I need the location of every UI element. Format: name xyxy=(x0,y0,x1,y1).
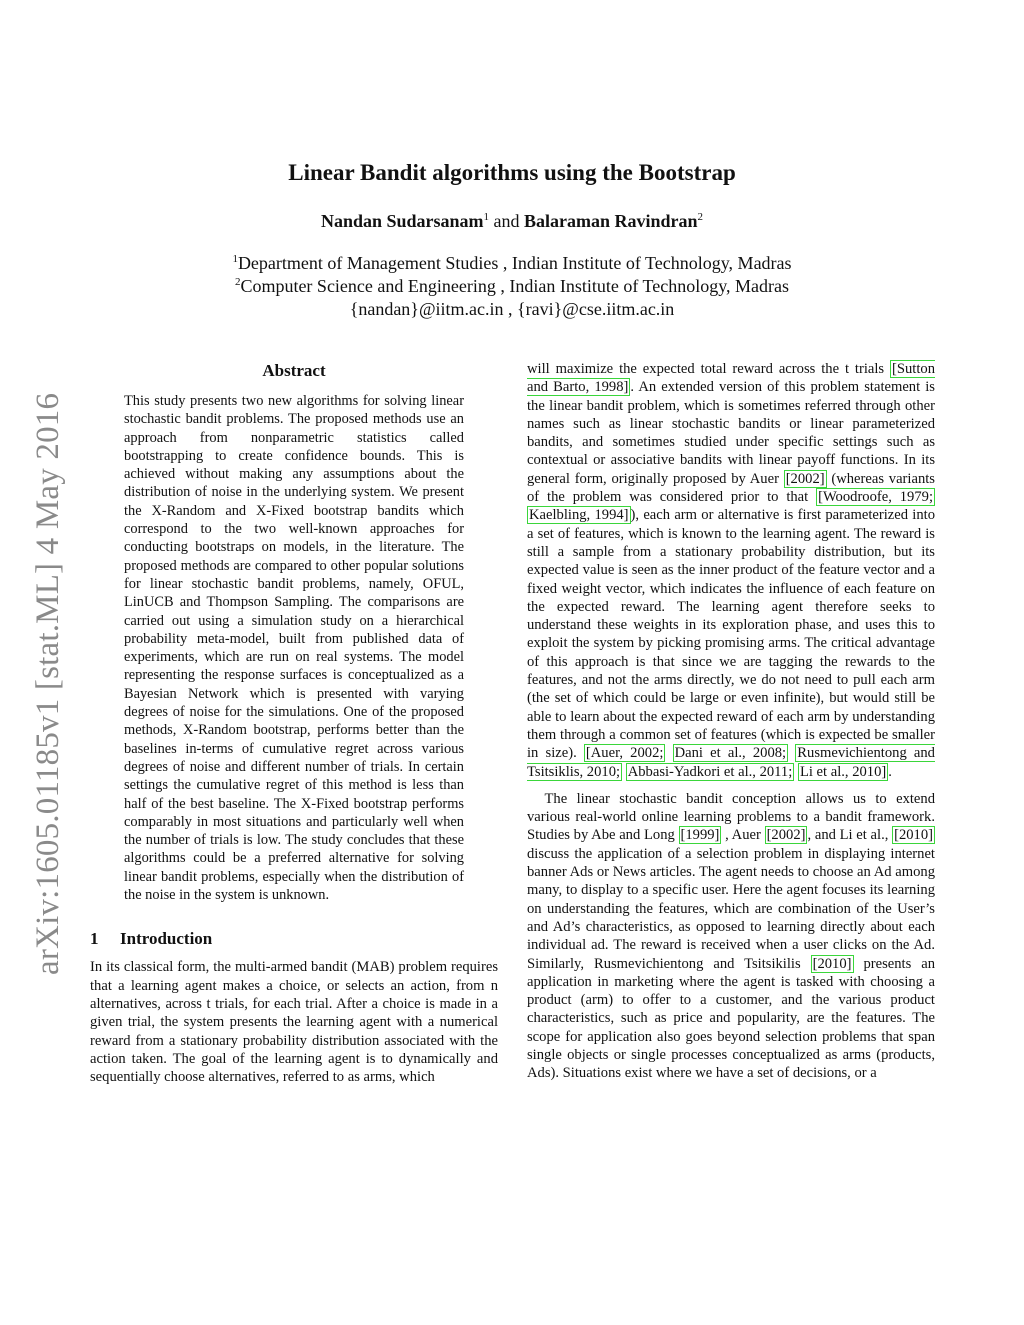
text-run: ), each arm or alternative is first parameterized into a set of features, which is known to the learning agent. The reward is still a sample from a stationary probability distribution, but its expected value is seen as the inner product of the feature vector and a fixed weight vector, which indicates the influence of each feature on the expected reward. The learning agent therefore seeks to understand these weights in its exploration phase, and uses this to exploit the system by picking promising arms. The critical advantage of this approach is that since we are tagging the rewards to the features, and not the arms directly, we do not need to pull each arm (the set of which could be large or even infinite), but would still be able to learn about the expected reward of each arm by understanding them through a common set of features (which is expected be smaller in size). xyxy=(527,507,935,762)
citation-link[interactable]: [2010] xyxy=(812,955,852,972)
intro-paragraph-3 xyxy=(527,790,935,1083)
citation-link[interactable]: [2002] xyxy=(785,470,825,487)
left-column xyxy=(90,360,498,1086)
affiliation-1 xyxy=(0,253,1024,274)
text-run: The linear stochastic bandit conception allows us to extend various real-world online learning problems to a bandit framework. Studies by Abe and Long xyxy=(527,790,935,844)
citation-link[interactable]: Li et al., 2010] xyxy=(799,763,887,780)
intro-paragraph-1: In its classical form, the multi-armed bandit (MAB) problem requires that a learning agent makes a choice, or selects an action, from n alternatives, across t trials, for each trial. After a choice is made in a given trial, the system presents the learning agent with a numerical reward from a stationary probability distribution associated with the action taken. The goal of the learning agent is to dynamically and sequentially choose alternatives, referred to as arms, which xyxy=(90,959,498,1086)
section-number: 1 xyxy=(90,929,99,949)
affiliation-2-text: Computer Science and Engineering , Indian Institute of Technology, Madras xyxy=(240,276,790,296)
text-run: . xyxy=(888,763,892,780)
citation-link[interactable]: Kaelbling, 1994] xyxy=(529,507,629,524)
citation-link[interactable]: Abbasi-Yadkori et al., 2011; xyxy=(627,763,793,780)
citation-link[interactable]: [2010] xyxy=(894,827,933,844)
text-run: . An extended version of this problem statement is the linear bandit problem, which is sometimes referred through other names such as linear stochastic bandits or linear parameterized bandits, and sometimes studied under specific settings such as contextual or associative bandits with linear payoff functions. In its general form, originally proposed by Auer xyxy=(527,379,935,487)
affiliation-1-mark: 1 xyxy=(232,253,238,265)
author-1-affil-mark: 1 xyxy=(483,211,490,223)
citation-link[interactable]: [Auer, 2002; xyxy=(585,745,664,762)
author-line xyxy=(0,211,1024,232)
affiliation-1-text: Department of Management Studies , Indian Institute of Technology, Madras xyxy=(237,253,792,273)
section-heading-introduction xyxy=(90,928,498,950)
abstract-heading: Abstract xyxy=(262,361,326,380)
text-run: (whereas variants of the problem was considered prior to that xyxy=(527,470,935,506)
citation-link[interactable]: Dani et al., 2008; xyxy=(674,745,787,762)
abstract-text: This study presents two new algorithms for solving linear stochastic bandit problems. The proposed methods use an approach from nonparametric statistics called bootstrapping to create confidence bounds. This is achieved without making any assumptions about the distribution of noise in the underlying system. We present the X-Random and X-Fixed bootstrap bandits which correspond to the two well-known approaches for conducting bootstraps on models, in the literature. The proposed methods are compared to other popular solutions for linear stochastic bandit problems, namely, OFUL, LinUCB and Thompson Sampling. The comparisons are carried out using a simulation study on a hierarchical probability meta-model, built from published data of experiments, which are run on real systems. The model representing the response surfaces is conceptualized as a Bayesian Network which is presented with varying degrees of noise for the simulations. One of the proposed methods, X-Random bootstrap, performs better than the baselines in-terms of cumulative regret across various degrees of noise and different number of trials. In certain settings the cumulative regret of this method is less than half of the best baseline. The X-Fixed bootstrap performs comparably in most situations and particularly well when the number of trials is low. The study concludes that these algorithms could be a preferred alternative for solving linear bandit problems, especially when the distribution of the noise in the system is unknown. xyxy=(124,393,464,904)
section-title: Introduction xyxy=(120,929,213,949)
author-2: Balaraman Ravindran xyxy=(524,211,698,231)
arxiv-identifier: arXiv:1605.01185v1 [stat.ML] 4 May 2016 xyxy=(30,392,66,975)
right-column xyxy=(527,360,935,1083)
author-2-affil-mark: 2 xyxy=(697,211,704,223)
text-run: discuss the application of a selection problem in displaying internet banner Ads or News articles. The agent needs to choose an Ad among many, to display to a specific user. Here the agent focuses its learning on understanding the features, which are combination of the User’s and Ad’s characteristics, as opposed to learning directly about each individual ad. The reward is received when a user clicks on the Ad. Similarly, Rusmevichientong and Tsitsikilis xyxy=(527,845,935,972)
text-run: presents an application in marketing where the agent is tasked with choosing a product (arm) to offer to a customer, and the various product characteristics, such as price and popularity, are the features. The scope for application also goes beyond selection problems that span single objects or single processes conceptualized as arms (products, Ads). Situations exist where we have a set of decisions, or a xyxy=(527,955,935,1082)
citation-link[interactable]: [2002] xyxy=(766,827,806,844)
author-emails: {nandan}@iitm.ac.in , {ravi}@cse.iitm.ac.in xyxy=(349,299,675,319)
citation-link[interactable]: [Woodroofe, 1979; xyxy=(818,489,933,506)
text-run: , Auer xyxy=(721,827,765,844)
affiliation-2-mark: 2 xyxy=(234,276,241,288)
author-1: Nandan Sudarsanam xyxy=(320,211,484,231)
affiliation-2 xyxy=(0,276,1024,297)
paper-title: Linear Bandit algorithms using the Bootstrap xyxy=(288,160,736,185)
intro-paragraph-2 xyxy=(527,360,935,781)
author-conjunction: and xyxy=(489,211,525,231)
citation-link[interactable]: [Sutton and Barto, 1998] xyxy=(527,361,935,396)
text-run: will maximize the expected total reward across the t trials xyxy=(527,361,891,377)
citation-link[interactable]: Rusmevichientong and Tsitsiklis, 2010; xyxy=(527,745,935,780)
citation-link[interactable]: [1999] xyxy=(680,827,720,844)
text-run: , and Li et al., xyxy=(807,827,893,844)
